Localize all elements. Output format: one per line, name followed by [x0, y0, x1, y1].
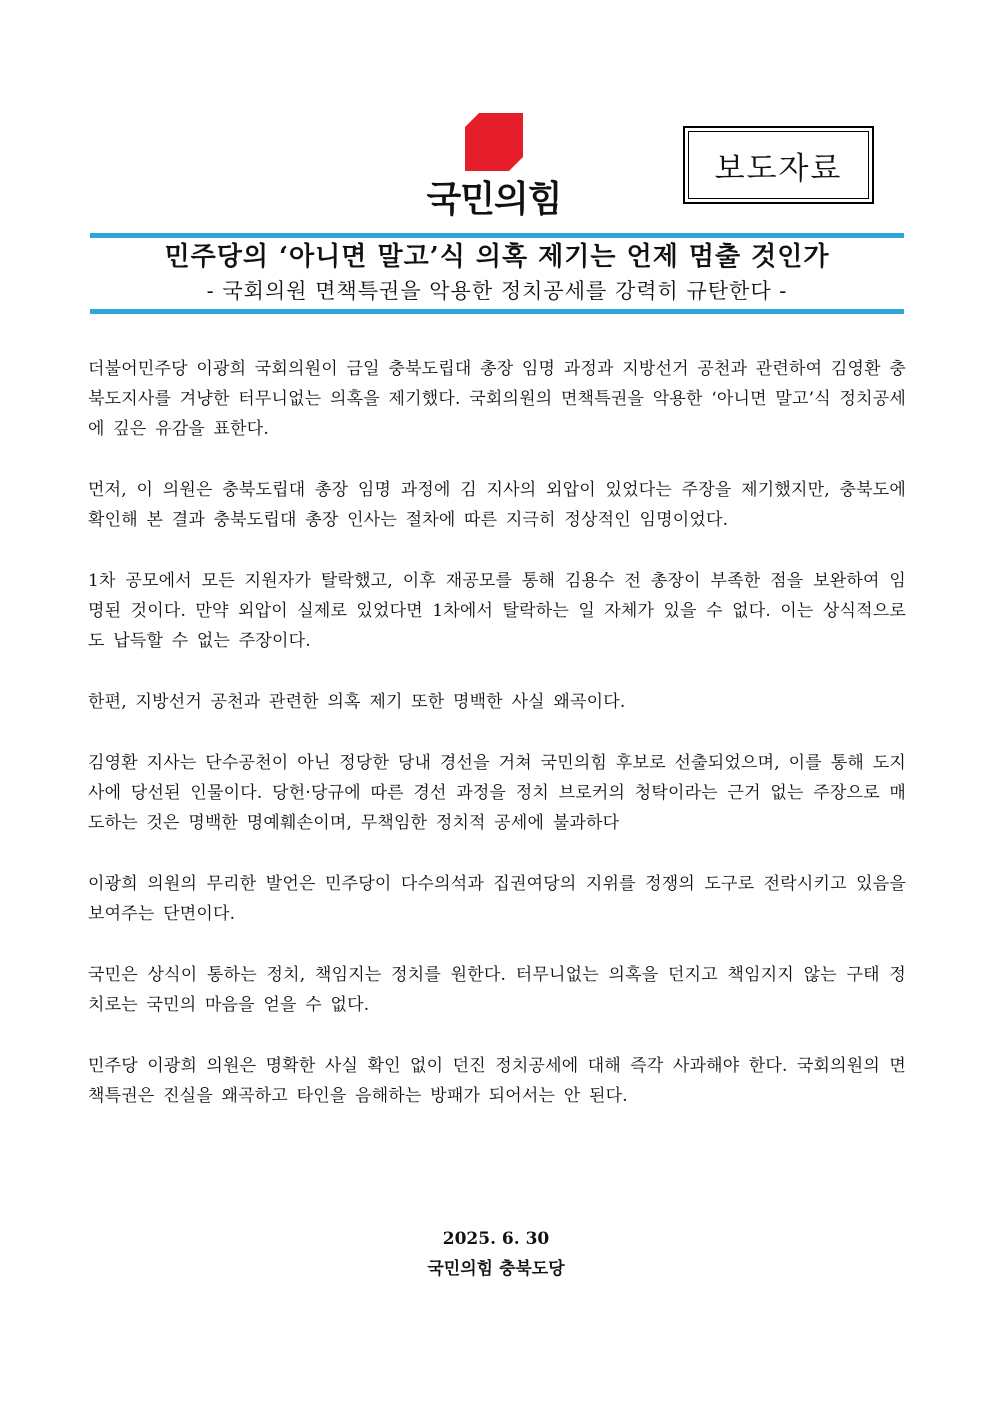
party-logo-wordmark: 국민의힘	[426, 179, 562, 220]
body-paragraph: 이광희 의원의 무리한 발언은 민주당이 다수의석과 집권여당의 지위를 정쟁의 도구로 전락시키고 있음을 보여주는 단면이다.	[88, 874, 906, 924]
headline-top-rule	[90, 233, 904, 238]
body-paragraph: 먼저, 이 의원은 충북도립대 총장 임명 과정에 김 지사의 외압이 있었다는 주장을 제기했지만, 충북도에 확인해 본 결과 충북도립대 총장 인사는 절차에 따른 지극히 정상적인 임명이었다.	[88, 480, 906, 530]
body-paragraph: 1차 공모에서 모든 지원자가 탈락했고, 이후 재공모를 통해 김용수 전 총장이 부족한 점을 보완하여 임명된 것이다. 만약 외압이 실제로 있었다면 1차에서 탈락하는 일 자체가 있을 수 없다. 이는 상식적으로도 납득할 수 없는 주장이다.	[88, 571, 906, 651]
headline-subtitle: - 국회의원 면책특권을 악용한 정치공세를 강력히 규탄한다 -	[206, 279, 788, 303]
party-logo-mark-icon	[465, 113, 523, 171]
headline-bottom-rule	[90, 309, 904, 314]
release-date: 2025. 6. 30	[442, 1229, 550, 1249]
body-paragraph: 국민은 상식이 통하는 정치, 책임지는 정치를 원한다. 터무니없는 의혹을 던지고 책임지지 않는 구태 정치로는 국민의 마음을 얻을 수 없다.	[88, 965, 906, 1015]
press-release-label-box	[683, 126, 874, 204]
body-paragraph: 민주당 이광희 의원은 명확한 사실 확인 없이 던진 정치공세에 대해 즉각 사과해야 한다. 국회의원의 면책특권은 진실을 왜곡하고 타인을 음해하는 방패가 되어서는 안 된다.	[88, 1056, 906, 1106]
press-body	[88, 354, 906, 1142]
issuing-organization: 국민의힘 충북도당	[427, 1259, 565, 1279]
headline-title: 민주당의 ‘아니면 말고’식 의혹 제기는 언제 멈출 것인가	[164, 242, 830, 272]
body-paragraph: 김영환 지사는 단수공천이 아닌 정당한 당내 경선을 거쳐 국민의힘 후보로 선출되었으며, 이를 통해 도지사에 당선된 인물이다. 당헌·당규에 따른 경선 과정을 정치 브로커의 청탁이라는 근거 없는 주장으로 매도하는 것은 명백한 명예훼손이며, 무책임한 정치적 공세에 불과하다	[88, 753, 906, 833]
press-release-label: 보도자료	[688, 131, 869, 199]
body-paragraph: 한편, 지방선거 공천과 관련한 의혹 제기 또한 명백한 사실 왜곡이다.	[88, 692, 626, 712]
body-paragraph: 더불어민주당 이광희 국회의원이 금일 충북도립대 총장 임명 과정과 지방선거 공천과 관련하여 김영환 충북도지사를 겨냥한 터무니없는 의혹을 제기했다. 국회의원의 면책특권을 악용한 ‘아니면 말고’식 정치공세에 깊은 유감을 표한다.	[88, 359, 906, 439]
